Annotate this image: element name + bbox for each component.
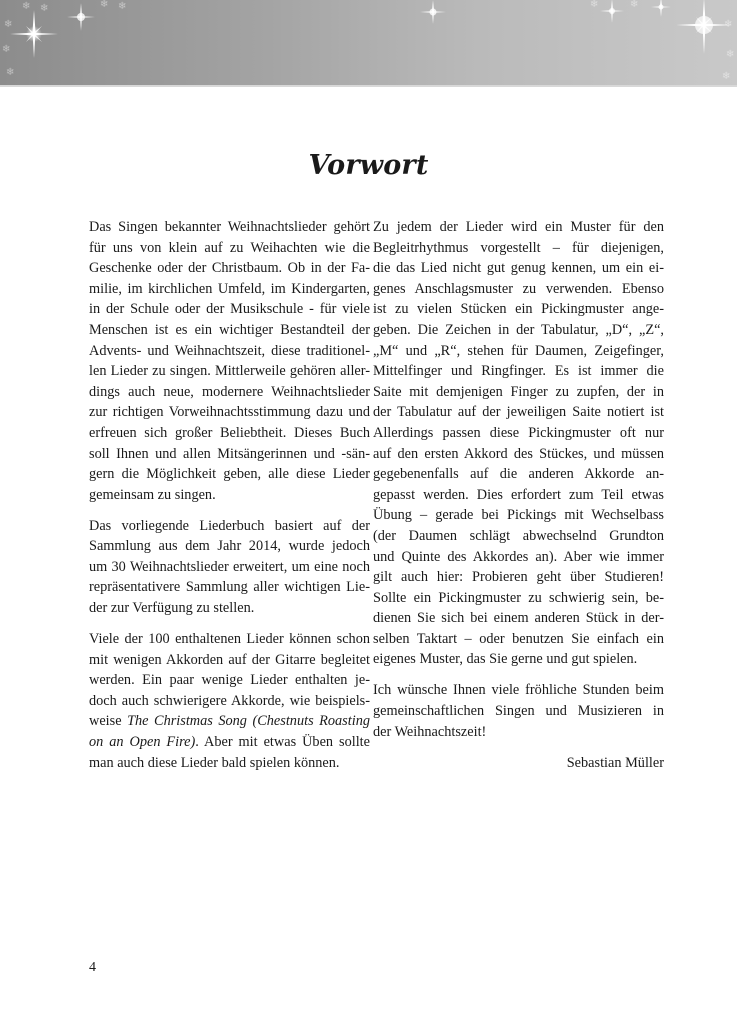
- snowflake-icon: ❄: [6, 67, 15, 78]
- page-title: Vorwort: [308, 150, 429, 181]
- text-line: dienen Sie sich bei einem anderen Stück in der-: [373, 610, 664, 627]
- text-line: eigenes Muster, das Sie gerne und gut spielen.: [373, 651, 638, 668]
- header-banner: [0, 0, 737, 87]
- text-fragment: . Aber mit etwas Üben sollte: [195, 734, 370, 751]
- text-line: Sollte ein Pickingmuster zu schwierig sein, be-: [373, 589, 664, 606]
- text-line: gegebenenfalls auf die anderen Akkorde an-: [373, 466, 664, 483]
- sparkle-star-icon: [418, 0, 448, 26]
- snowflake-icon: ❄: [726, 49, 735, 60]
- text-line: mit wenigen Akkorden auf der Gitarre begleitet: [89, 651, 370, 668]
- text-line: der Tabulatur auf der jeweiligen Saite notiert ist: [373, 404, 664, 421]
- snowflake-icon: ❄: [2, 44, 11, 55]
- text-line: Allerdings passen diese Pickingmuster oft nur: [373, 424, 664, 441]
- paragraph: [373, 680, 664, 742]
- snowflake-icon: ❄: [22, 1, 31, 12]
- snowflake-icon: ❄: [40, 3, 49, 14]
- text-line: Ich wünsche Ihnen viele fröhliche Stunden beim: [373, 682, 664, 699]
- sparkle-star-icon: [66, 2, 96, 32]
- text-line: ist zu vielen Stücken ein Pickingmuster ange-: [373, 301, 664, 318]
- page-number: 4: [89, 960, 96, 975]
- text-line: „M“ und „R“, stehen für Daumen, Zeigefinger,: [373, 342, 664, 359]
- text-line: [89, 732, 370, 753]
- sparkle-star-icon: [650, 0, 672, 18]
- text-line: (der Daumen schlägt abwechselnd Grundton: [373, 527, 664, 544]
- text-line: milie, im kirchlichen Umfeld, im Kindergarten,: [89, 280, 370, 297]
- song-title: on an Open Fire): [89, 734, 196, 751]
- text-line: der Weihnachtszeit!: [373, 723, 487, 740]
- text-line: geben. Die Zeichen in der Tabulatur, „D“, „Z“,: [373, 321, 664, 338]
- paragraph: [89, 629, 370, 773]
- text-line: gemeinschaftlichen Singen und Musizieren in: [373, 703, 664, 720]
- text-fragment: weise: [89, 713, 128, 730]
- text-line: gepasst werden. Dies erfordert zum Teil etwas: [373, 486, 664, 503]
- text-line: Mittelfinger und Ringfinger. Es ist immer die: [373, 363, 664, 380]
- text-line: in der Schule oder der Musikschule - für viele: [89, 301, 370, 318]
- snowflake-icon: ❄: [4, 19, 13, 30]
- text-line: dings auch neue, modernere Weihnachtslieder: [89, 383, 370, 400]
- text-line: len Lieder zu singen. Mittlerweile gehören aller-: [89, 363, 370, 380]
- paragraph: [89, 516, 370, 619]
- paragraph: [89, 217, 370, 505]
- text-line: [89, 711, 370, 732]
- text-line: Viele der 100 enthaltenen Lieder können schon: [89, 631, 370, 648]
- snowflake-icon: ❄: [118, 1, 127, 12]
- text-line: der zur Verfügung zu stellen.: [89, 600, 255, 617]
- paragraph: [373, 217, 664, 670]
- text-line: Advents- und Weihnachtszeit, diese traditionel-: [89, 342, 370, 359]
- text-line: man auch diese Lieder bald spielen können.: [89, 754, 340, 771]
- snowflake-icon: ❄: [590, 0, 599, 10]
- text-line: repräsentativere Sammlung aller wichtigen Lie-: [89, 579, 370, 596]
- snowflake-icon: ❄: [100, 0, 109, 10]
- text-line: Zu jedem der Lieder wird ein Muster für den: [373, 219, 664, 235]
- text-line: auf den ersten Akkord des Stückes, und müssen: [373, 445, 664, 462]
- text-line: um 30 Weihnachtslieder erweitert, um eine noch: [89, 558, 370, 575]
- text-line: selben Taktart – oder benutzen Sie einfach ein: [373, 630, 664, 647]
- text-line: Übung – gerade bei Pickings mit Wechselbass: [373, 507, 664, 524]
- text-line: erfreuen sich großer Beliebtheit. Dieses Buch: [89, 424, 370, 441]
- text-line: werden. Ein paar wenige Lieder enthalten je-: [89, 672, 370, 689]
- text-line: Saite mit demjenigen Finger zu zupfen, der in: [373, 383, 664, 400]
- sparkle-star-icon: [8, 8, 60, 60]
- text-line: die das Lied nicht gut genug kennen, um ein ei-: [373, 260, 664, 277]
- text-line: Begleitrhythmus vorgestellt – für diejenigen,: [373, 239, 664, 256]
- text-line: gemeinsam zu singen.: [89, 486, 216, 503]
- text-line: Das Singen bekannter Weihnachtslieder gehört: [89, 219, 370, 235]
- snowflake-icon: ❄: [722, 71, 731, 82]
- left-column: [89, 217, 370, 784]
- text-line: für uns von klein auf zu Weihachten wie die: [89, 239, 370, 256]
- snowflake-icon: ❄: [630, 0, 639, 10]
- text-line: Menschen ist es ein wichtiger Bestandteil der: [89, 321, 370, 338]
- right-column: [373, 217, 664, 773]
- text-line: soll Ihnen und allen Mitsängerinnen und -sän-: [89, 445, 370, 462]
- text-line: Geschenke oder der Christbaum. Ob in der Fa-: [89, 260, 370, 277]
- text-line: genes Anschlagsmuster zu verwenden. Ebenso: [373, 280, 664, 297]
- text-line: und Quinte des Akkordes an). Aber wie immer: [373, 548, 664, 565]
- sparkle-star-icon: [599, 0, 625, 24]
- text-line: Sammlung aus dem Jahr 2014, wurde jedoch: [89, 538, 370, 555]
- text-line: zur richtigen Vorweihnachtsstimmung dazu und: [89, 404, 370, 421]
- snowflake-icon: ❄: [724, 19, 733, 30]
- author-signature: Sebastian Müller: [566, 754, 664, 771]
- text-line: gern die Möglichkeit geben, alle diese Lieder: [89, 466, 370, 483]
- text-line: doch auch schwierigere Akkorde, wie beispiels-: [89, 692, 370, 709]
- text-line: gilt auch hier: Probieren geht über Studieren!: [373, 569, 664, 586]
- song-title: The Christmas Song (Chestnuts Roasting: [127, 713, 370, 730]
- text-line: Das vorliegende Liederbuch basiert auf der: [89, 517, 370, 534]
